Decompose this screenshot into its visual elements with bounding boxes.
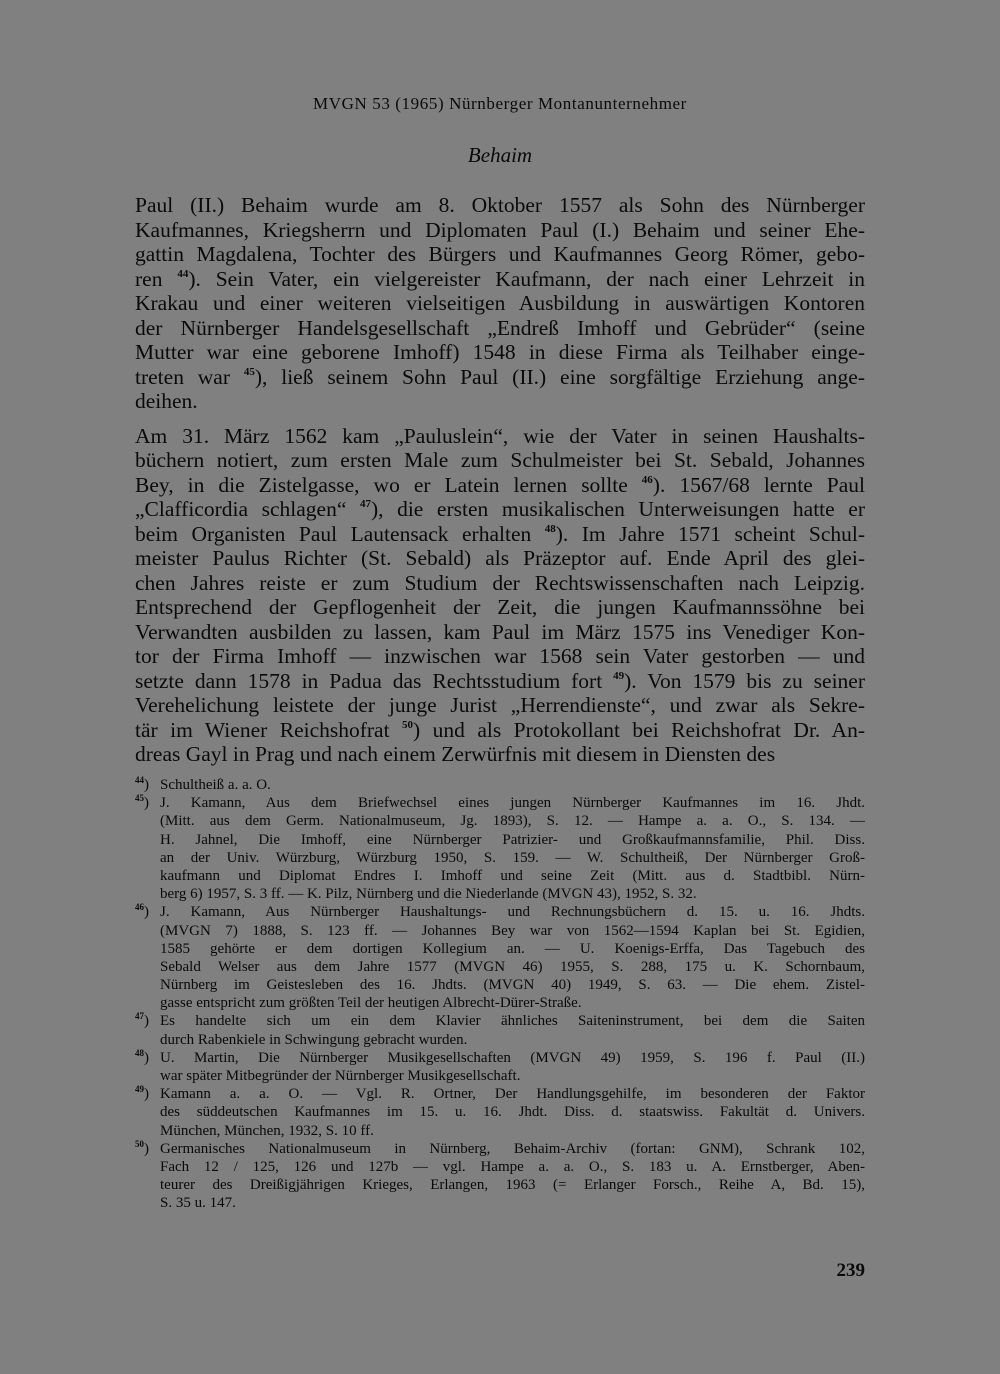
text-segment: Bey, in die Zistelgasse, wo er Latein lernen sollte xyxy=(135,472,642,497)
footnote-line: an der Univ. Würzburg, Würzburg 1950, S. 159. — W. Schultheiß, Der Nürnberger Groß- xyxy=(160,849,865,866)
text-line: Am 31. März 1562 kam „Pauluslein“, wie der Vater in seinen Haushalts- xyxy=(135,423,865,448)
running-head: MVGN 53 (1965) Nürnberger Montanunternehmer xyxy=(313,94,687,113)
footnote-reference[interactable]: 50 xyxy=(402,718,414,731)
footnote-line: München, München, 1932, S. 10 ff. xyxy=(160,1122,374,1139)
footnote-line: S. 35 u. 147. xyxy=(160,1195,236,1212)
text-line: büchern notiert, zum ersten Male zum Schulmeister bei St. Sebald, Johannes xyxy=(135,448,865,472)
text-segment: treten war xyxy=(135,364,244,389)
text-line xyxy=(135,522,865,547)
footnote-number: $^{45}$) xyxy=(135,793,149,812)
footnote xyxy=(135,1012,865,1048)
footnote-number-digits: 45 xyxy=(135,793,144,804)
text-line: dreas Gayl in Prag und nach einem Zerwürfnis mit diesem in Diensten des xyxy=(135,742,776,766)
footnote xyxy=(135,794,865,903)
footnote-line: Es handelte sich um ein dem Klavier ähnliches Saiteninstrument, bei dem die Saiten xyxy=(160,1013,865,1030)
text-line: der Nürnberger Handelsgesellschaft „Endreß Imhoff und Gebrüder“ (seine xyxy=(135,315,865,340)
footnote-number: $^{49}$) xyxy=(135,1084,149,1103)
text-segment: beim Organisten Paul Lautensack erhalten xyxy=(135,521,545,546)
footnote-line: gasse entspricht zum größten Teil der heutigen Albrecht-Dürer-Straße. xyxy=(160,995,582,1012)
footnote-reference[interactable]: 45 xyxy=(243,365,255,378)
text-segment: ). Im Jahre 1571 scheint Schul- xyxy=(555,521,865,546)
footnote-line: Nürnberg im Geistesleben des 16. Jhdts. (MVGN 40) 1949, S. 63. — Die ehem. Zistel- xyxy=(160,977,865,994)
text-line xyxy=(135,365,865,390)
footnote xyxy=(135,903,865,1012)
footnote-line: teurer des Dreißigjährigen Krieges, Erlangen, 1963 (= Erlanger Forsch., Reihe A, Bd. 15), xyxy=(160,1177,865,1194)
text-line: Krakau und einer weiteren vielseitigen Ausbildung in auswärtigen Kontoren xyxy=(135,291,865,315)
footnote-number: $^{47}$) xyxy=(135,1011,149,1030)
paragraph-1 xyxy=(135,193,865,414)
body-text xyxy=(135,193,865,767)
footnote xyxy=(135,776,865,794)
footnote-line: J. Kamann, Aus dem Briefwechsel eines jungen Nürnberger Kaufmannes im 16. Jhdt. xyxy=(160,795,865,812)
footnote-line: (MVGN 7) 1888, S. 123 ff. — Johannes Bey war von 1562—1594 Kaplan bei St. Egidien, xyxy=(160,922,865,939)
text-segment: tär im Wiener Reichshofrat xyxy=(135,717,403,742)
paragraph-break xyxy=(135,414,865,424)
text-segment: ), die ersten musikalischen Unterweisungen hatte er xyxy=(370,497,865,521)
text-line xyxy=(135,718,865,743)
text-line xyxy=(135,267,865,292)
text-line: chen Jahres reiste er zum Studium der Rechtswissenschaften nach Leipzig. xyxy=(135,570,865,595)
text-line: meister Paulus Richter (St. Sebald) als Präzeptor auf. Ende April des glei- xyxy=(135,546,865,570)
footnote xyxy=(135,1049,865,1085)
footnote-number-digits: 49 xyxy=(135,1084,144,1095)
footnote-line: berg 6) 1957, S. 3 ff. — K. Pilz, Nürnberg und die Niederlande (MVGN 43), 1952, S. 32. xyxy=(160,886,697,903)
text-segment: ), ließ seinem Sohn Paul (II.) eine sorgfältige Erziehung ange- xyxy=(254,364,865,389)
footnote xyxy=(135,1140,865,1213)
text-line xyxy=(135,497,865,522)
text-segment: ). Von 1579 bis zu seiner xyxy=(624,668,865,693)
text-line: deihen. xyxy=(135,389,198,413)
footnote-reference[interactable]: 46 xyxy=(641,473,653,486)
footnote-line: 1585 gehörte er dem dortigen Kollegium an. — U. Koenigs-Erffa, Das Tagebuch des xyxy=(160,940,865,957)
footnote-reference[interactable]: 44 xyxy=(177,267,189,280)
footnote-number: $^{46}$) xyxy=(135,902,149,921)
footnote-number: $^{48}$) xyxy=(135,1047,149,1066)
footnote-line: H. Jahnel, Die Imhoff, eine Nürnberger Patrizier- und Großkaufmannsfamilie, Phil. Diss. xyxy=(160,831,865,848)
footnote-line: U. Martin, Die Nürnberger Musikgesellschaften (MVGN 49) 1959, S. 196 f. Paul (II.) xyxy=(160,1049,865,1066)
text-segment: „Clafficordia schlagen“ xyxy=(135,497,360,521)
text-segment: setzte dann 1578 in Padua das Rechtsstudium fort xyxy=(135,668,614,693)
footnote-line: Fach 12 / 125, 126 und 127b — vgl. Hampe a. a. O., S. 183 u. A. Ernstberger, Aben- xyxy=(160,1158,865,1175)
footnote-line: kaufmann und Diplomat Endres I. Imhoff und seine Zeit (Mitt. aus d. Stadtbibl. Nürn- xyxy=(160,867,865,884)
footnote-line: durch Rabenkiele in Schwingung gebracht wurden. xyxy=(160,1031,468,1048)
footnote-line: Sebald Welser aus dem Jahre 1577 (MVGN 46) 1955, S. 288, 175 u. K. Schornbaum, xyxy=(160,958,865,975)
footnote-reference[interactable]: 49 xyxy=(613,669,625,682)
footnotes xyxy=(135,776,865,1213)
footnote xyxy=(135,1085,865,1140)
text-segment: ). 1567/68 lernte Paul xyxy=(652,472,865,497)
footnote-reference[interactable]: 47 xyxy=(359,498,371,510)
text-line: gattin Magdalena, Tochter des Bürgers und Kaufmannes Georg Römer, gebo- xyxy=(135,242,865,266)
footnote-line: war später Mitbegründer der Nürnberger Musikgesellschaft. xyxy=(160,1068,521,1084)
footnote-number-digits: 50 xyxy=(135,1138,144,1149)
text-line: Kaufmannes, Kriegsherrn und Diplomaten Paul (I.) Behaim und seiner Ehe- xyxy=(135,217,865,242)
footnote-number-digits: 46 xyxy=(135,902,144,913)
text-segment: ) und als Protokollant bei Reichshofrat Dr. An- xyxy=(413,717,865,742)
text-line: Mutter war eine geborene Imhoff) 1548 in diese Firma als Teilhaber einge- xyxy=(135,340,865,364)
footnote-line: Schultheiß a. a. O. xyxy=(160,777,271,793)
text-line: Verehelichung leistete der junge Jurist „Herrendienste“, und zwar als Sekre- xyxy=(135,693,865,717)
text-segment: ren xyxy=(135,266,178,291)
text-line: Entsprechend der Gepflogenheit der Zeit, die jungen Kaufmannssöhne bei xyxy=(135,595,865,619)
footnote-line: J. Kamann, Aus Nürnberger Haushaltungs- und Rechnungsbüchern d. 15. u. 16. Jhdts. xyxy=(160,904,865,921)
page-number: 239 xyxy=(836,1260,865,1281)
footnote-reference[interactable]: 48 xyxy=(544,522,556,535)
text-line: Paul (II.) Behaim wurde am 8. Oktober 1557 als Sohn des Nürnberger xyxy=(135,193,865,217)
text-line xyxy=(135,473,865,498)
text-segment: ). Sein Vater, ein vielgereister Kaufmann, der nach einer Lehrzeit in xyxy=(188,266,865,291)
section-title: Behaim xyxy=(467,143,533,167)
footnote-number: $^{50}$) xyxy=(135,1138,149,1157)
text-line xyxy=(135,669,865,694)
footnote-line: (Mitt. aus dem Germ. Nationalmuseum, Jg. 1893), S. 12. — Hampe a. a. O., S. 134. — xyxy=(160,813,865,830)
footnote-line: Kamann a. a. O. — Vgl. R. Ortner, Der Handlungsgehilfe, im besonderen der Faktor xyxy=(160,1086,865,1103)
footnote-number: $^{44}$) xyxy=(135,775,149,793)
text-line: Verwandten ausbilden zu lassen, kam Paul im März 1575 ins Venediger Kon- xyxy=(135,619,865,644)
footnote-number-digits: 44 xyxy=(135,775,144,785)
footnote-line: des süddeutschen Kaufmannes im 15. u. 16. Jhdt. Diss. d. staatswiss. Fakultät d. Univers. xyxy=(160,1104,865,1121)
paragraph-2 xyxy=(135,424,865,767)
text-line: tor der Firma Imhoff — inzwischen war 1568 sein Vater gestorben — und xyxy=(135,644,865,668)
footnote-line: Germanisches Nationalmuseum in Nürnberg, Behaim-Archiv (fortan: GNM), Schrank 102, xyxy=(160,1140,865,1157)
footnote-number-digits: 48 xyxy=(135,1047,144,1058)
footnote-number-digits: 47 xyxy=(135,1011,144,1022)
